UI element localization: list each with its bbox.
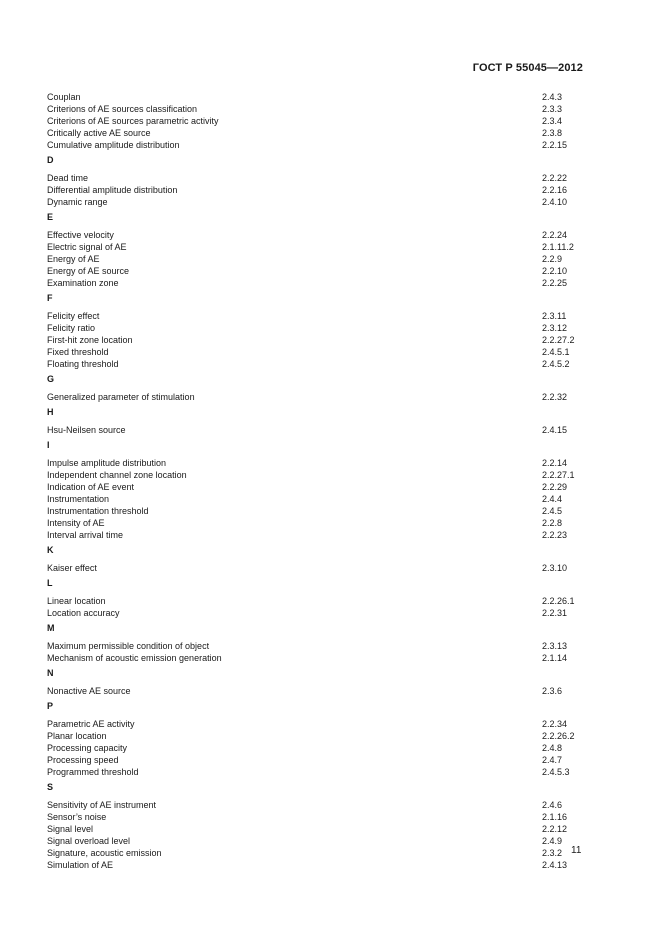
term-reference: 2.4.9 (542, 836, 563, 846)
term-name: Signal overload level (47, 836, 131, 846)
term-reference: 2.3.3 (542, 104, 563, 114)
index-entry (47, 742, 587, 754)
term-index (47, 91, 587, 871)
term-name: Independent channel zone location (47, 470, 187, 480)
section-letter: F (47, 293, 53, 303)
index-entry (47, 529, 587, 541)
section-letter: K (47, 545, 54, 555)
index-entry (47, 811, 587, 823)
section-letter: L (47, 578, 53, 588)
section-letter: S (47, 782, 54, 792)
section-letter: H (47, 407, 54, 417)
index-entry (47, 730, 587, 742)
term-name: Interval arrival time (47, 530, 124, 540)
term-reference: 2.2.29 (542, 482, 568, 492)
term-reference: 2.3.4 (542, 116, 563, 126)
term-reference: 2.2.23 (542, 530, 568, 540)
term-name: Critically active AE source (47, 128, 151, 138)
index-entry (47, 481, 587, 493)
index-entry (47, 799, 587, 811)
index-entry (47, 91, 587, 103)
index-entry (47, 595, 587, 607)
section-letter: P (47, 701, 54, 711)
term-name: Linear location (47, 596, 106, 606)
section-letter: M (47, 623, 55, 633)
index-entry (47, 103, 587, 115)
term-reference: 2.2.15 (542, 140, 568, 150)
term-reference: 2.1.16 (542, 812, 568, 822)
index-entry (47, 253, 587, 265)
term-reference: 2.2.34 (542, 719, 568, 729)
index-entry (47, 607, 587, 619)
index-entry (47, 277, 587, 289)
term-reference: 2.3.12 (542, 323, 568, 333)
index-entry (47, 172, 587, 184)
term-name: Generalized parameter of stimulation (47, 392, 195, 402)
term-name: Kaiser effect (47, 563, 97, 573)
term-reference: 2.2.26.1 (542, 596, 575, 606)
term-reference: 2.2.24 (542, 230, 568, 240)
section-letter: G (47, 374, 55, 384)
index-entry (47, 358, 587, 370)
term-name: Energy of AE source (47, 266, 130, 276)
index-entry (47, 457, 587, 469)
term-reference: 2.4.4 (542, 494, 563, 504)
index-entry (47, 346, 587, 358)
index-entry (47, 391, 587, 403)
index-entry (47, 241, 587, 253)
term-reference: 2.1.14 (542, 653, 568, 663)
term-name: Programmed threshold (47, 767, 139, 777)
term-reference: 2.3.8 (542, 128, 563, 138)
index-entry (47, 754, 587, 766)
term-name: Processing speed (47, 755, 119, 765)
term-name: Criterions of AE sources classification (47, 104, 198, 114)
term-name: Dynamic range (47, 197, 108, 207)
term-reference: 2.2.27.2 (542, 335, 575, 345)
term-reference: 2.4.8 (542, 743, 563, 753)
index-entry (47, 115, 587, 127)
term-reference: 2.3.13 (542, 641, 568, 651)
term-reference: 2.2.8 (542, 518, 563, 528)
index-entry (47, 685, 587, 697)
term-reference: 2.2.12 (542, 824, 568, 834)
term-name: Felicity effect (47, 311, 100, 321)
term-name: Differential amplitude distribution (47, 185, 178, 195)
term-reference: 2.2.26.2 (542, 731, 575, 741)
index-entry (47, 718, 587, 730)
term-reference: 2.4.3 (542, 92, 563, 102)
term-reference: 2.2.31 (542, 608, 568, 618)
term-name: Sensitivity of AE instrument (47, 800, 157, 810)
index-entry (47, 505, 587, 517)
term-reference: 2.4.7 (542, 755, 563, 765)
section-letter: N (47, 668, 54, 678)
index-entry (47, 265, 587, 277)
term-name: Simulation of AE (47, 860, 114, 870)
term-name: Instrumentation threshold (47, 506, 149, 516)
term-reference: 2.2.16 (542, 185, 568, 195)
section-letter: D (47, 155, 54, 165)
term-reference: 2.2.25 (542, 278, 568, 288)
term-reference: 2.4.13 (542, 860, 568, 870)
document-header: ГОСТ Р 55045—2012 (472, 62, 583, 74)
term-name: Effective velocity (47, 230, 114, 240)
term-reference: 2.4.5 (542, 506, 563, 516)
index-entry (47, 562, 587, 574)
page-number: 11 (571, 845, 582, 856)
term-name: Parametric AE activity (47, 719, 135, 729)
index-entry (47, 517, 587, 529)
term-name: Location accuracy (47, 608, 120, 618)
term-name: Couplan (47, 92, 81, 102)
section-letter: I (47, 440, 50, 450)
term-name: Floating threshold (47, 359, 119, 369)
term-reference: 2.2.32 (542, 392, 568, 402)
term-reference: 2.4.5.3 (542, 767, 570, 777)
term-reference: 2.3.6 (542, 686, 563, 696)
index-entry (47, 859, 587, 871)
index-entry (47, 823, 587, 835)
term-name: Dead time (47, 173, 89, 183)
term-reference: 2.4.15 (542, 425, 568, 435)
term-reference: 2.4.10 (542, 197, 568, 207)
term-name: Planar location (47, 731, 107, 741)
term-reference: 2.2.9 (542, 254, 563, 264)
index-entry (47, 229, 587, 241)
term-name: Processing capacity (47, 743, 128, 753)
term-reference: 2.3.11 (542, 311, 567, 321)
index-entry (47, 469, 587, 481)
index-entry (47, 322, 587, 334)
term-name: First-hit zone location (47, 335, 133, 345)
term-reference: 2.1.11.2 (542, 242, 574, 252)
index-entry (47, 424, 587, 436)
term-reference: 2.4.5.1 (542, 347, 570, 357)
term-name: Sensor’s noise (47, 812, 107, 822)
index-entry (47, 640, 587, 652)
term-name: Signal level (47, 824, 94, 834)
term-name: Energy of AE (47, 254, 100, 264)
index-entry (47, 847, 587, 859)
index-entry (47, 835, 587, 847)
term-name: Intensity of AE (47, 518, 105, 528)
term-reference: 2.4.6 (542, 800, 563, 810)
term-name: Fixed threshold (47, 347, 109, 357)
section-letter: E (47, 212, 54, 222)
term-name: Signature, acoustic emission (47, 848, 162, 858)
term-name: Hsu-Neilsen source (47, 425, 126, 435)
term-name: Nonactive AE source (47, 686, 131, 696)
term-name: Mechanism of acoustic emission generation (47, 653, 222, 663)
index-entry (47, 766, 587, 778)
term-reference: 2.4.5.2 (542, 359, 570, 369)
index-entry (47, 139, 587, 151)
term-name: Felicity ratio (47, 323, 96, 333)
term-name: Instrumentation (47, 494, 110, 504)
term-name: Impulse amplitude distribution (47, 458, 167, 468)
term-reference: 2.3.2 (542, 848, 563, 858)
index-entry (47, 652, 587, 664)
term-reference: 2.3.10 (542, 563, 568, 573)
term-reference: 2.2.10 (542, 266, 568, 276)
term-name: Electric signal of AE (47, 242, 127, 252)
term-reference: 2.2.22 (542, 173, 568, 183)
term-name: Maximum permissible condition of object (47, 641, 210, 651)
index-entry (47, 493, 587, 505)
index-entry (47, 196, 587, 208)
term-name: Cumulative amplitude distribution (47, 140, 180, 150)
index-entry (47, 127, 587, 139)
index-entry (47, 310, 587, 322)
term-name: Indication of AE event (47, 482, 135, 492)
term-reference: 2.2.27.1 (542, 470, 575, 480)
index-entry (47, 184, 587, 196)
term-name: Examination zone (47, 278, 119, 288)
term-reference: 2.2.14 (542, 458, 568, 468)
index-entry (47, 334, 587, 346)
term-name: Criterions of AE sources parametric activity (47, 116, 219, 126)
